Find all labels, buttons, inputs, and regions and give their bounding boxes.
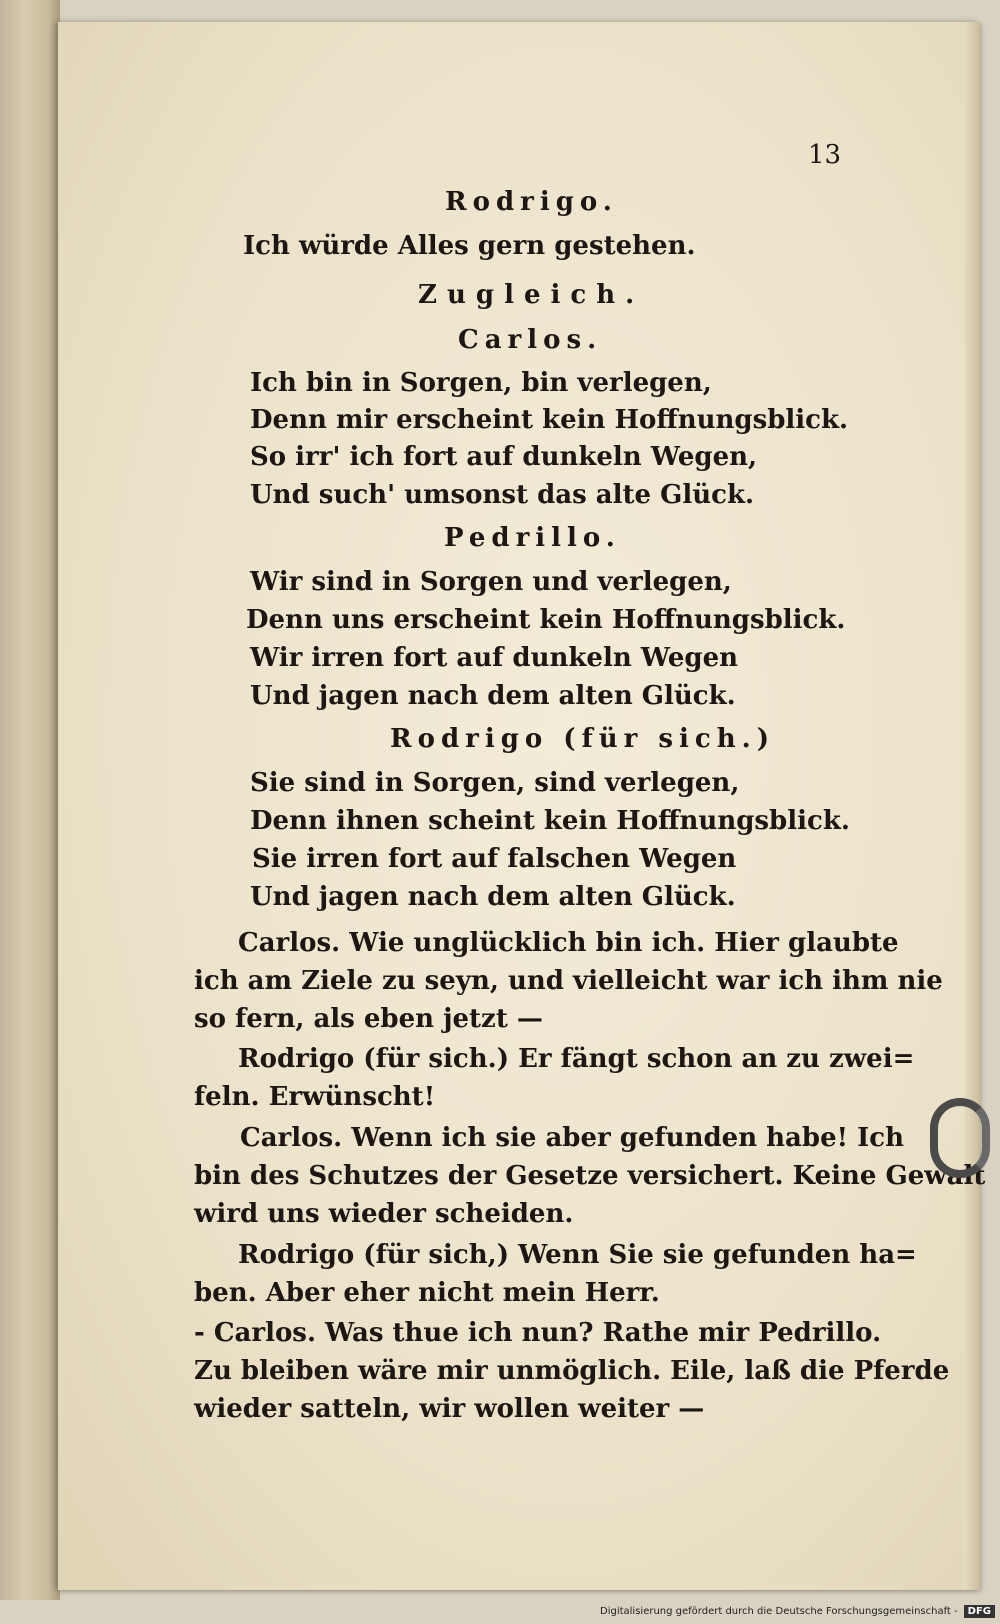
- speaker-heading: Carlos.: [458, 325, 603, 355]
- footer-text: Digitalisierung gefördert durch die Deutsche Forschungsgemeinschaft -: [600, 1605, 958, 1617]
- prose-line: Zu bleiben wäre mir unmöglich. Eile, laß die Pferde: [194, 1356, 950, 1386]
- prose-line: ben. Aber eher nicht mein Herr.: [194, 1278, 660, 1308]
- prose-line: bin des Schutzes der Gesetze versichert. Keine Gewalt: [194, 1161, 986, 1191]
- prose-line: feln. Erwünscht!: [194, 1082, 436, 1112]
- prose-line: Rodrigo (für sich,) Wenn Sie sie gefunden ha=: [238, 1240, 917, 1270]
- stage-heading: Zugleich.: [418, 280, 645, 310]
- prose-line: Rodrigo (für sich.) Er fängt schon an zu zwei=: [238, 1044, 915, 1074]
- prose-line: Carlos. Wenn ich sie aber gefunden habe! Ich: [240, 1123, 904, 1153]
- verse-line: Denn mir erscheint kein Hoffnungsblick.: [250, 405, 849, 435]
- verse-line: Denn ihnen scheint kein Hoffnungsblick.: [250, 806, 850, 836]
- book-spine: [0, 0, 60, 1600]
- verse-line: Wir sind in Sorgen und verlegen,: [250, 567, 732, 597]
- verse-line: Ich würde Alles gern gestehen.: [243, 231, 696, 261]
- verse-line: Und jagen nach dem alten Glück.: [250, 681, 736, 711]
- verse-line: Sie irren fort auf falschen Wegen: [252, 844, 737, 874]
- speaker-heading: Pedrillo.: [444, 523, 621, 553]
- speaker-heading: Rodrigo.: [445, 187, 618, 217]
- dfg-logo: DFG: [964, 1605, 995, 1618]
- verse-line: Denn uns erscheint kein Hoffnungsblick.: [246, 605, 846, 635]
- verse-line: Sie sind in Sorgen, sind verlegen,: [250, 768, 740, 798]
- prose-line: Carlos. Wie unglücklich bin ich. Hier glaubte: [238, 928, 899, 958]
- prose-line: wieder satteln, wir wollen weiter —: [194, 1394, 705, 1424]
- verse-line: Und such' umsonst das alte Glück.: [250, 480, 755, 510]
- page-clip: [930, 1098, 990, 1178]
- page-number: 13: [808, 140, 842, 170]
- digitization-footer: [600, 1600, 995, 1622]
- prose-line: ich am Ziele zu seyn, und vielleicht war ich ihm nie: [194, 966, 943, 996]
- prose-line: - Carlos. Was thue ich nun? Rathe mir Pedrillo.: [194, 1318, 882, 1348]
- verse-line: Ich bin in Sorgen, bin verlegen,: [250, 368, 712, 398]
- verse-line: Wir irren fort auf dunkeln Wegen: [250, 643, 739, 673]
- speaker-heading: Rodrigo (für sich.): [390, 724, 776, 754]
- verse-line: Und jagen nach dem alten Glück.: [250, 882, 736, 912]
- prose-line: so fern, als eben jetzt —: [194, 1004, 543, 1034]
- verse-line: So irr' ich fort auf dunkeln Wegen,: [250, 442, 758, 472]
- page-edge: [964, 22, 978, 1590]
- prose-line: wird uns wieder scheiden.: [194, 1199, 574, 1229]
